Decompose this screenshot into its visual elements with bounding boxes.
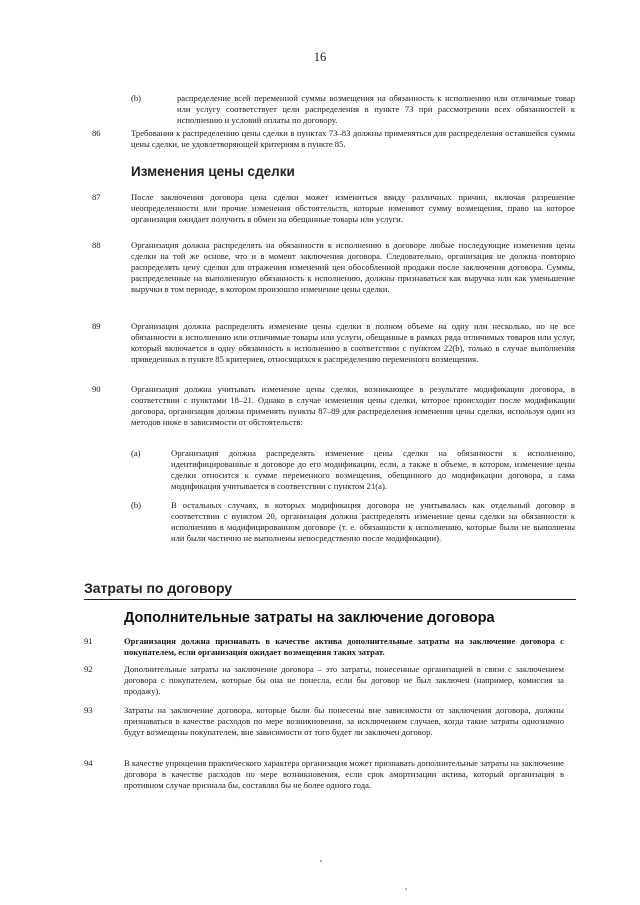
- scan-artifact: [320, 860, 322, 862]
- paragraph-number: 94: [84, 758, 93, 768]
- paragraph-text: В остальных случаях, в которых модификация договора не учитывалась как отдельный договор в соответствии с пунктом 20, организация должна распределять изменение цены сделки на обязанности к исполнению в модифицированном договоре (т. е. обязанности к исполнению, которые были не выполнены или были частично не выполнены непосредственно после модификации).: [171, 500, 575, 544]
- scan-artifact: [405, 888, 407, 890]
- paragraph-number: 93: [84, 705, 93, 715]
- paragraph-text: Затраты на заключение договора, которые были бы понесены вне зависимости от заключения договора, должны признаваться в качестве расходов по мере возникновения, за исключением случаев, когда такие затраты однозначно будут возмещены покупателем, вне зависимости от того будет ли заключен договор.: [124, 705, 564, 738]
- paragraph-text: Организация должна распределять на обязанности к исполнению в договоре любые последующие изменения цены сделки на той же основе, что и в момент заключения договора. Следовательно, организация не должна повторно распределять цену сделки для отражения изменений цен обособленной продажи после заключения договора. Суммы, распределенные на выполненную обязанность к исполнению, должны признаваться как выручка или как уменьшение выручки в том периоде, в котором произошло изменение цены сделки.: [131, 240, 575, 295]
- page-number: 16: [313, 50, 327, 64]
- paragraph-text: Требования к распределению цены сделки в пунктах 73–83 должны применяться для распределения оставшейся суммы цены сделки, не удовлетворяющей критериям в пункте 85.: [131, 128, 575, 150]
- paragraph-number: 86: [92, 128, 101, 138]
- paragraph-text: В качестве упрощения практического характера организация может признавать дополнительные затраты на заключение договора в качестве расходов по мере возникновения, если срок амортизации актива, который организация в противном случае признала бы, составлял бы не более одного года.: [124, 758, 564, 791]
- item-label: (b): [131, 93, 142, 103]
- paragraph-number: 92: [84, 664, 93, 674]
- subsection-heading: Дополнительные затраты на заключение договора: [124, 610, 495, 626]
- section-heading: Изменения цены сделки: [131, 164, 295, 179]
- paragraph-number: 89: [92, 321, 101, 331]
- paragraph-number: 87: [92, 192, 101, 202]
- paragraph-text: После заключения договора цена сделки может измениться ввиду различных причин, включая разрешение неопределенности или прочие изменения обстоятельств, которые изменяют сумму возмещения, право на которое организация ожидает получить в обмен на обещанные товары или услуги.: [131, 192, 575, 225]
- paragraph-text: Организация должна распределять изменение цены сделки на обязанности к исполнению, идентифицированные в договоре до его модификации, если, а также в объеме, в котором, изменение цены сделки относится к сумме переменного возмещения, обещанного до модификации договора, а сама модификация учитывается в соответствии с пунктом 21(a).: [171, 448, 575, 492]
- paragraph-number: 91: [84, 636, 93, 646]
- paragraph-number: 90: [92, 384, 101, 394]
- section-divider: [84, 599, 576, 600]
- paragraph-text: Организация должна распределять изменение цены сделки в полном объеме на одну или несколько, но не все обязанности к исполнению или отличимые товары или услуги, обещанные в рамках ряда отличимых товаров или услуг, который включается в одну обязанность к исполнению в соответствии с пунктом 22(b), только в случае выполнения приведенных в пункте 85 критериев, относящихся к распределению переменного возмещения.: [131, 321, 575, 365]
- item-label: (b): [131, 500, 142, 510]
- paragraph-text: Организация должна учитывать изменение цены сделки, возникающее в результате модификации договора, в соответствии с пунктами 18–21. Однако в случае изменения цены сделки, которое происходит после модификации договора, организация должна применять пункты 87–89 для распределения изменения цены сделки, используя один из методов ниже в зависимости от обстоятельств:: [131, 384, 575, 428]
- paragraph-text: Дополнительные затраты на заключение договора – это затраты, понесенные организацией в связи с заключением договора с покупателем, которые бы она не понесла, если бы договор не был заключен (например, комиссия за продажу).: [124, 664, 564, 697]
- paragraph-text: распределение всей переменной суммы возмещения на обязанность к исполнению или отличимые товар или услугу соответствует цели распределения в пункте 73 при рассмотрении всех обязанностей к исполнению и условий оплаты по договору.: [177, 93, 575, 126]
- paragraph-text-bold: Организация должна признавать в качестве актива дополнительные затраты на заключение договора с покупателем, если организация ожидает возмещения таких затрат.: [124, 636, 564, 658]
- paragraph-number: 88: [92, 240, 101, 250]
- item-label: (a): [131, 448, 141, 458]
- section-heading-main: Затраты по договору: [84, 580, 233, 596]
